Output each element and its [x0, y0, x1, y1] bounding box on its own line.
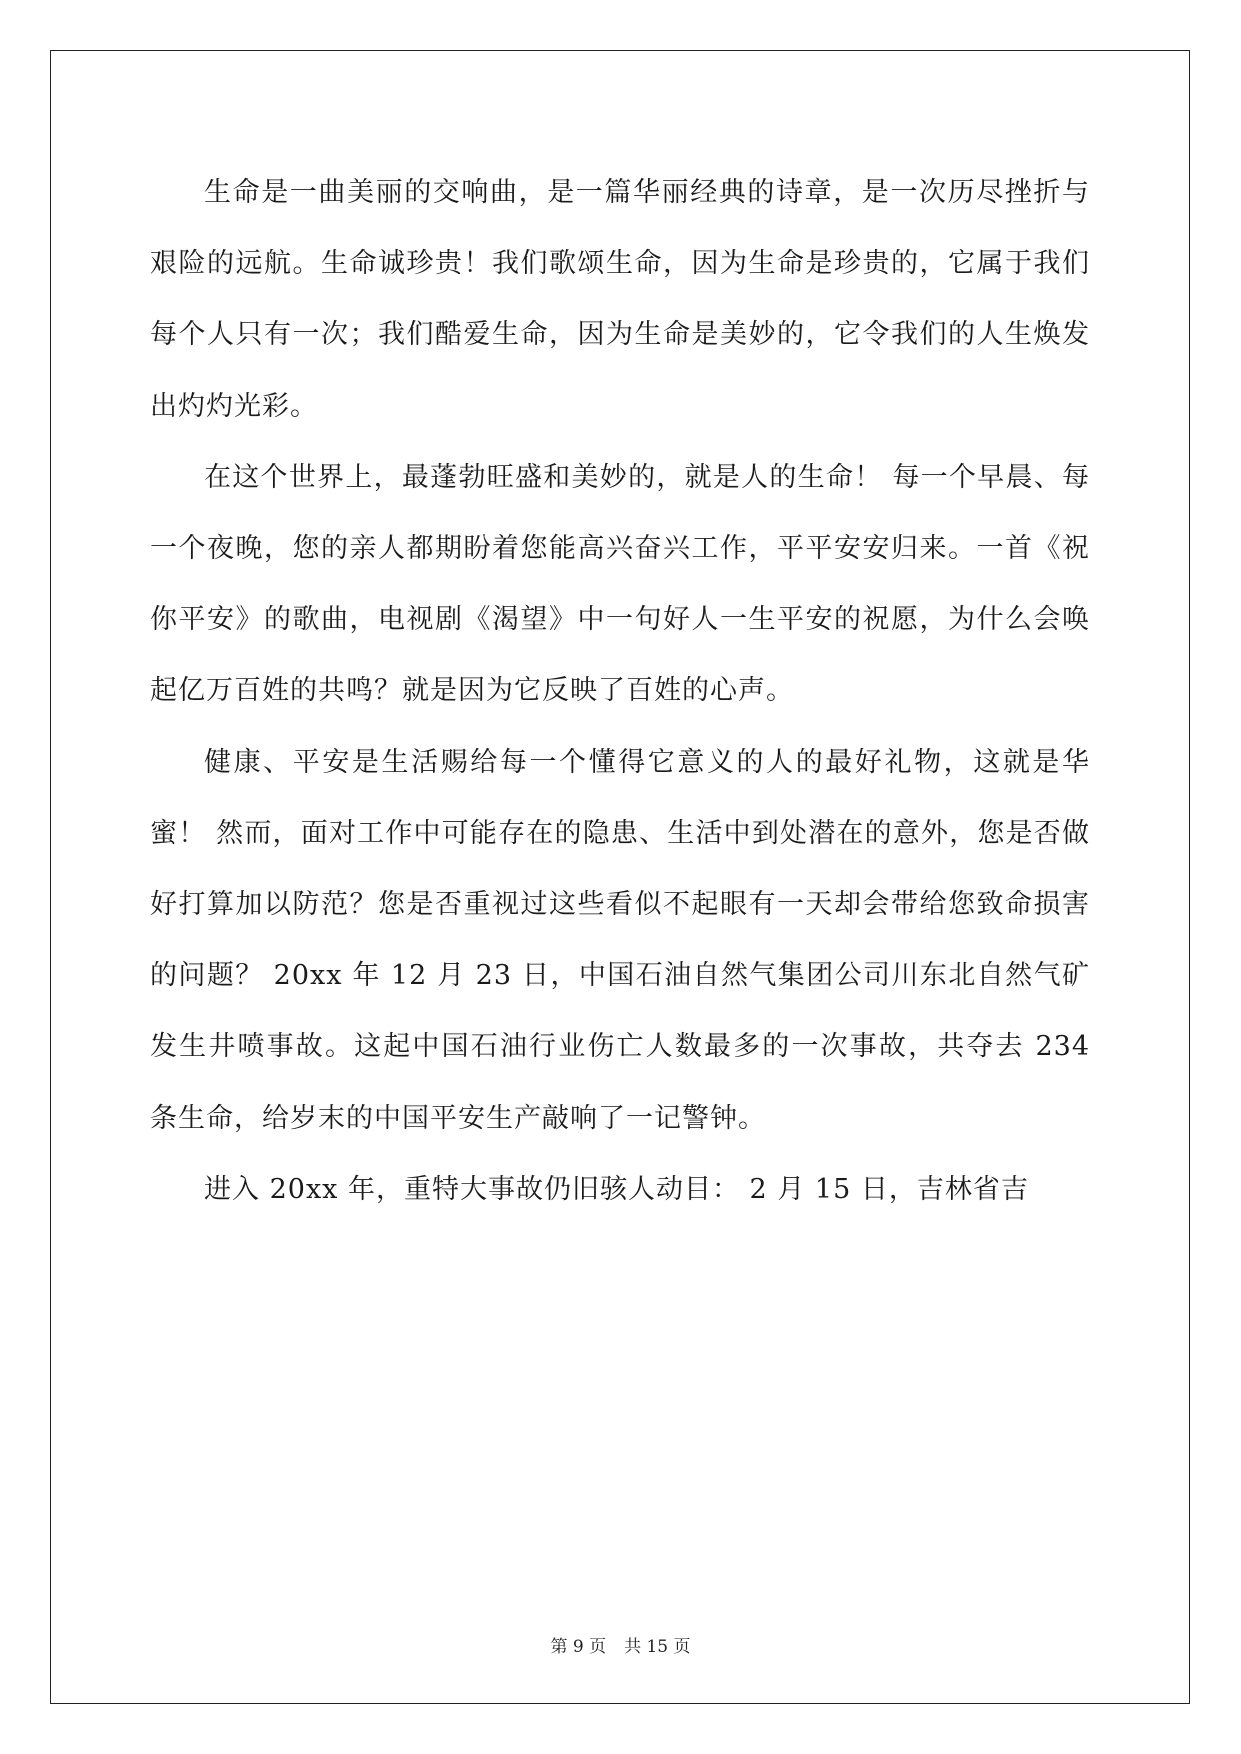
document-body [150, 157, 1090, 1225]
paragraph-4: 进入 20xx 年，重特大事故仍旧骇人动目： 2 月 15 日，吉林省吉 [204, 1173, 1029, 1205]
paragraph-2: 在这个世界上，最蓬勃旺盛和美妙的，就是人的生命！ 每一个早晨、每一个夜晚，您的亲人都期盼着您能高兴奋兴工作，平平安安归来。一首《祝你平安》的歌曲，电视剧《渴望》中一句好人一生平安的祝愿，为什么会唤起亿万百姓的共鸣？就是因为它反映了百姓的心声。 [150, 461, 1090, 707]
current-page-label: 第 9 页 [550, 1637, 607, 1657]
page-footer [0, 1632, 1241, 1657]
paragraph-3: 健康、平安是生活赐给每一个懂得它意义的人的最好礼物，这就是华蜜！ 然而，面对工作中可能存在的隐患、生活中到处潜在的意外，您是否做好打算加以防范？您是否重视过这些看似不起眼有一天却会带给您致命损害的问题？ 20xx 年 12 月 23 日，中国石油自然气集团公司川东北自然气矿发生井喷事故。这起中国石油行业伤亡人数最多的一次事故，共夺去 234 条生命，给岁末的中国平安生产敲响了一记警钟。 [150, 746, 1090, 1134]
paragraph-1: 生命是一曲美丽的交响曲，是一篇华丽经典的诗章，是一次历尽挫折与艰险的远航。生命诚珍贵！我们歌颂生命，因为生命是珍贵的，它属于我们每个人只有一次；我们酷爱生命，因为生命是美妙的，它令我们的人生焕发出灼灼光彩。 [150, 177, 1090, 422]
total-pages-label: 共 15 页 [624, 1637, 691, 1657]
